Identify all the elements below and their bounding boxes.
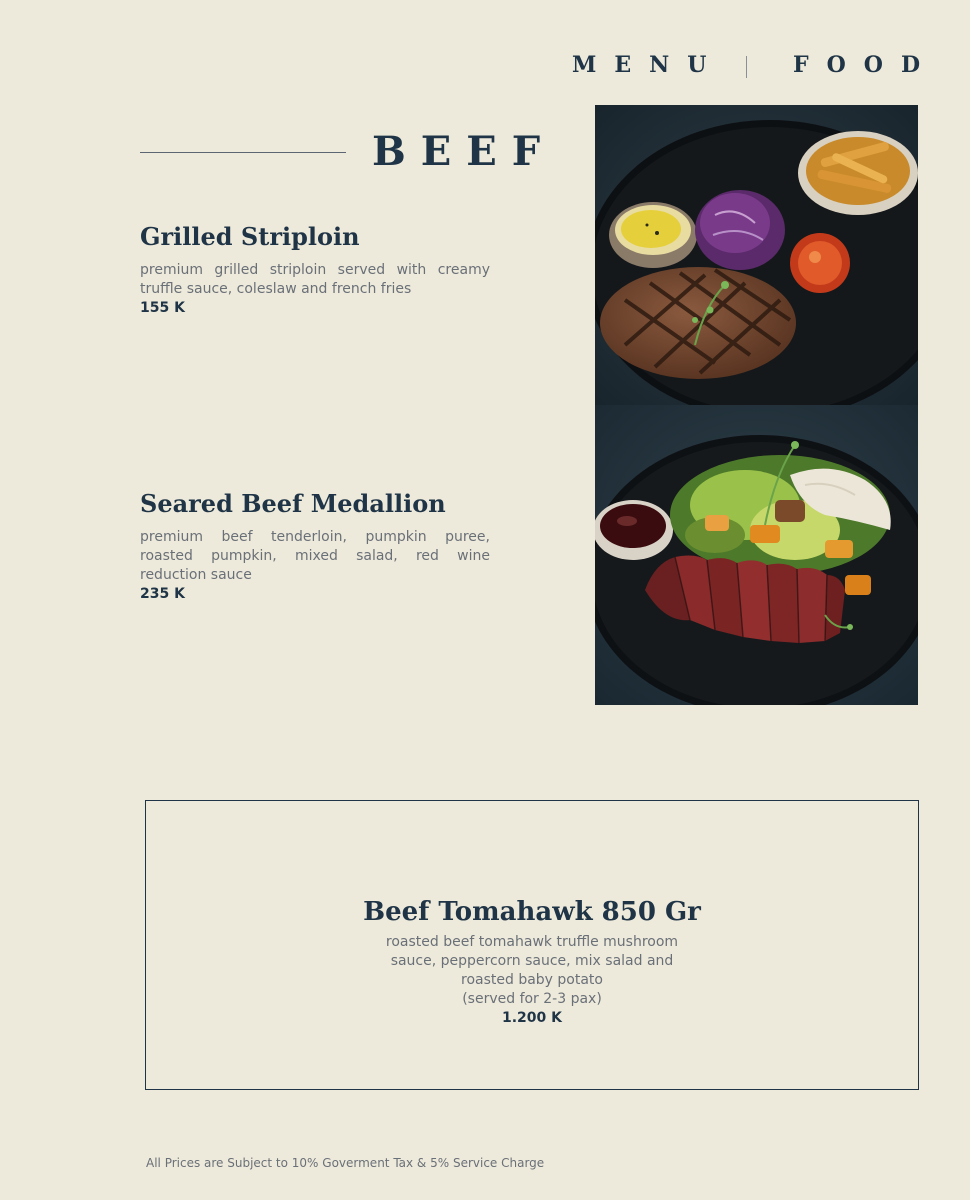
beef-medallion-plate-photo [595,405,918,705]
menu-label: MENU [572,52,725,78]
featured-dish-note: (served for 2-3 pax) [462,991,602,1007]
featured-dish-price: 1.200 K [501,1010,562,1026]
dish-description: premium grilled striploin served with creamy truffle sauce, coleslaw and french fries [140,262,490,297]
dish-description: premium beef tenderloin, pumpkin puree, roasted pumpkin, mixed salad, red wine reduction sauce [140,529,490,583]
dish-name: Seared Beef Medallion [140,489,446,518]
featured-dish-name: Beef Tomahawk 850 Gr [363,897,701,927]
dish-price: 235 K [140,586,185,602]
food-label: FOOD [793,52,939,78]
grilled-steak-plate-photo [595,105,918,405]
footer-note: All Prices are Subject to 10% Goverment Tax & 5% Service Charge [146,1156,545,1170]
dish-item-grilled-striploin [140,222,490,318]
featured-dish [146,897,918,1028]
section-title: BEEF [372,128,556,175]
dish-item-seared-beef-medallion [140,489,490,604]
header-divider [746,56,747,78]
featured-dish-description: roasted beef tomahawk truffle mushroom sauce, peppercorn sauce, mix salad and roasted baby potato [385,934,679,988]
dish-price: 155 K [140,300,185,316]
menu-header [572,52,939,82]
featured-dish-box [145,800,919,1090]
dish-name: Grilled Striploin [140,222,360,251]
section-rule [140,152,346,153]
